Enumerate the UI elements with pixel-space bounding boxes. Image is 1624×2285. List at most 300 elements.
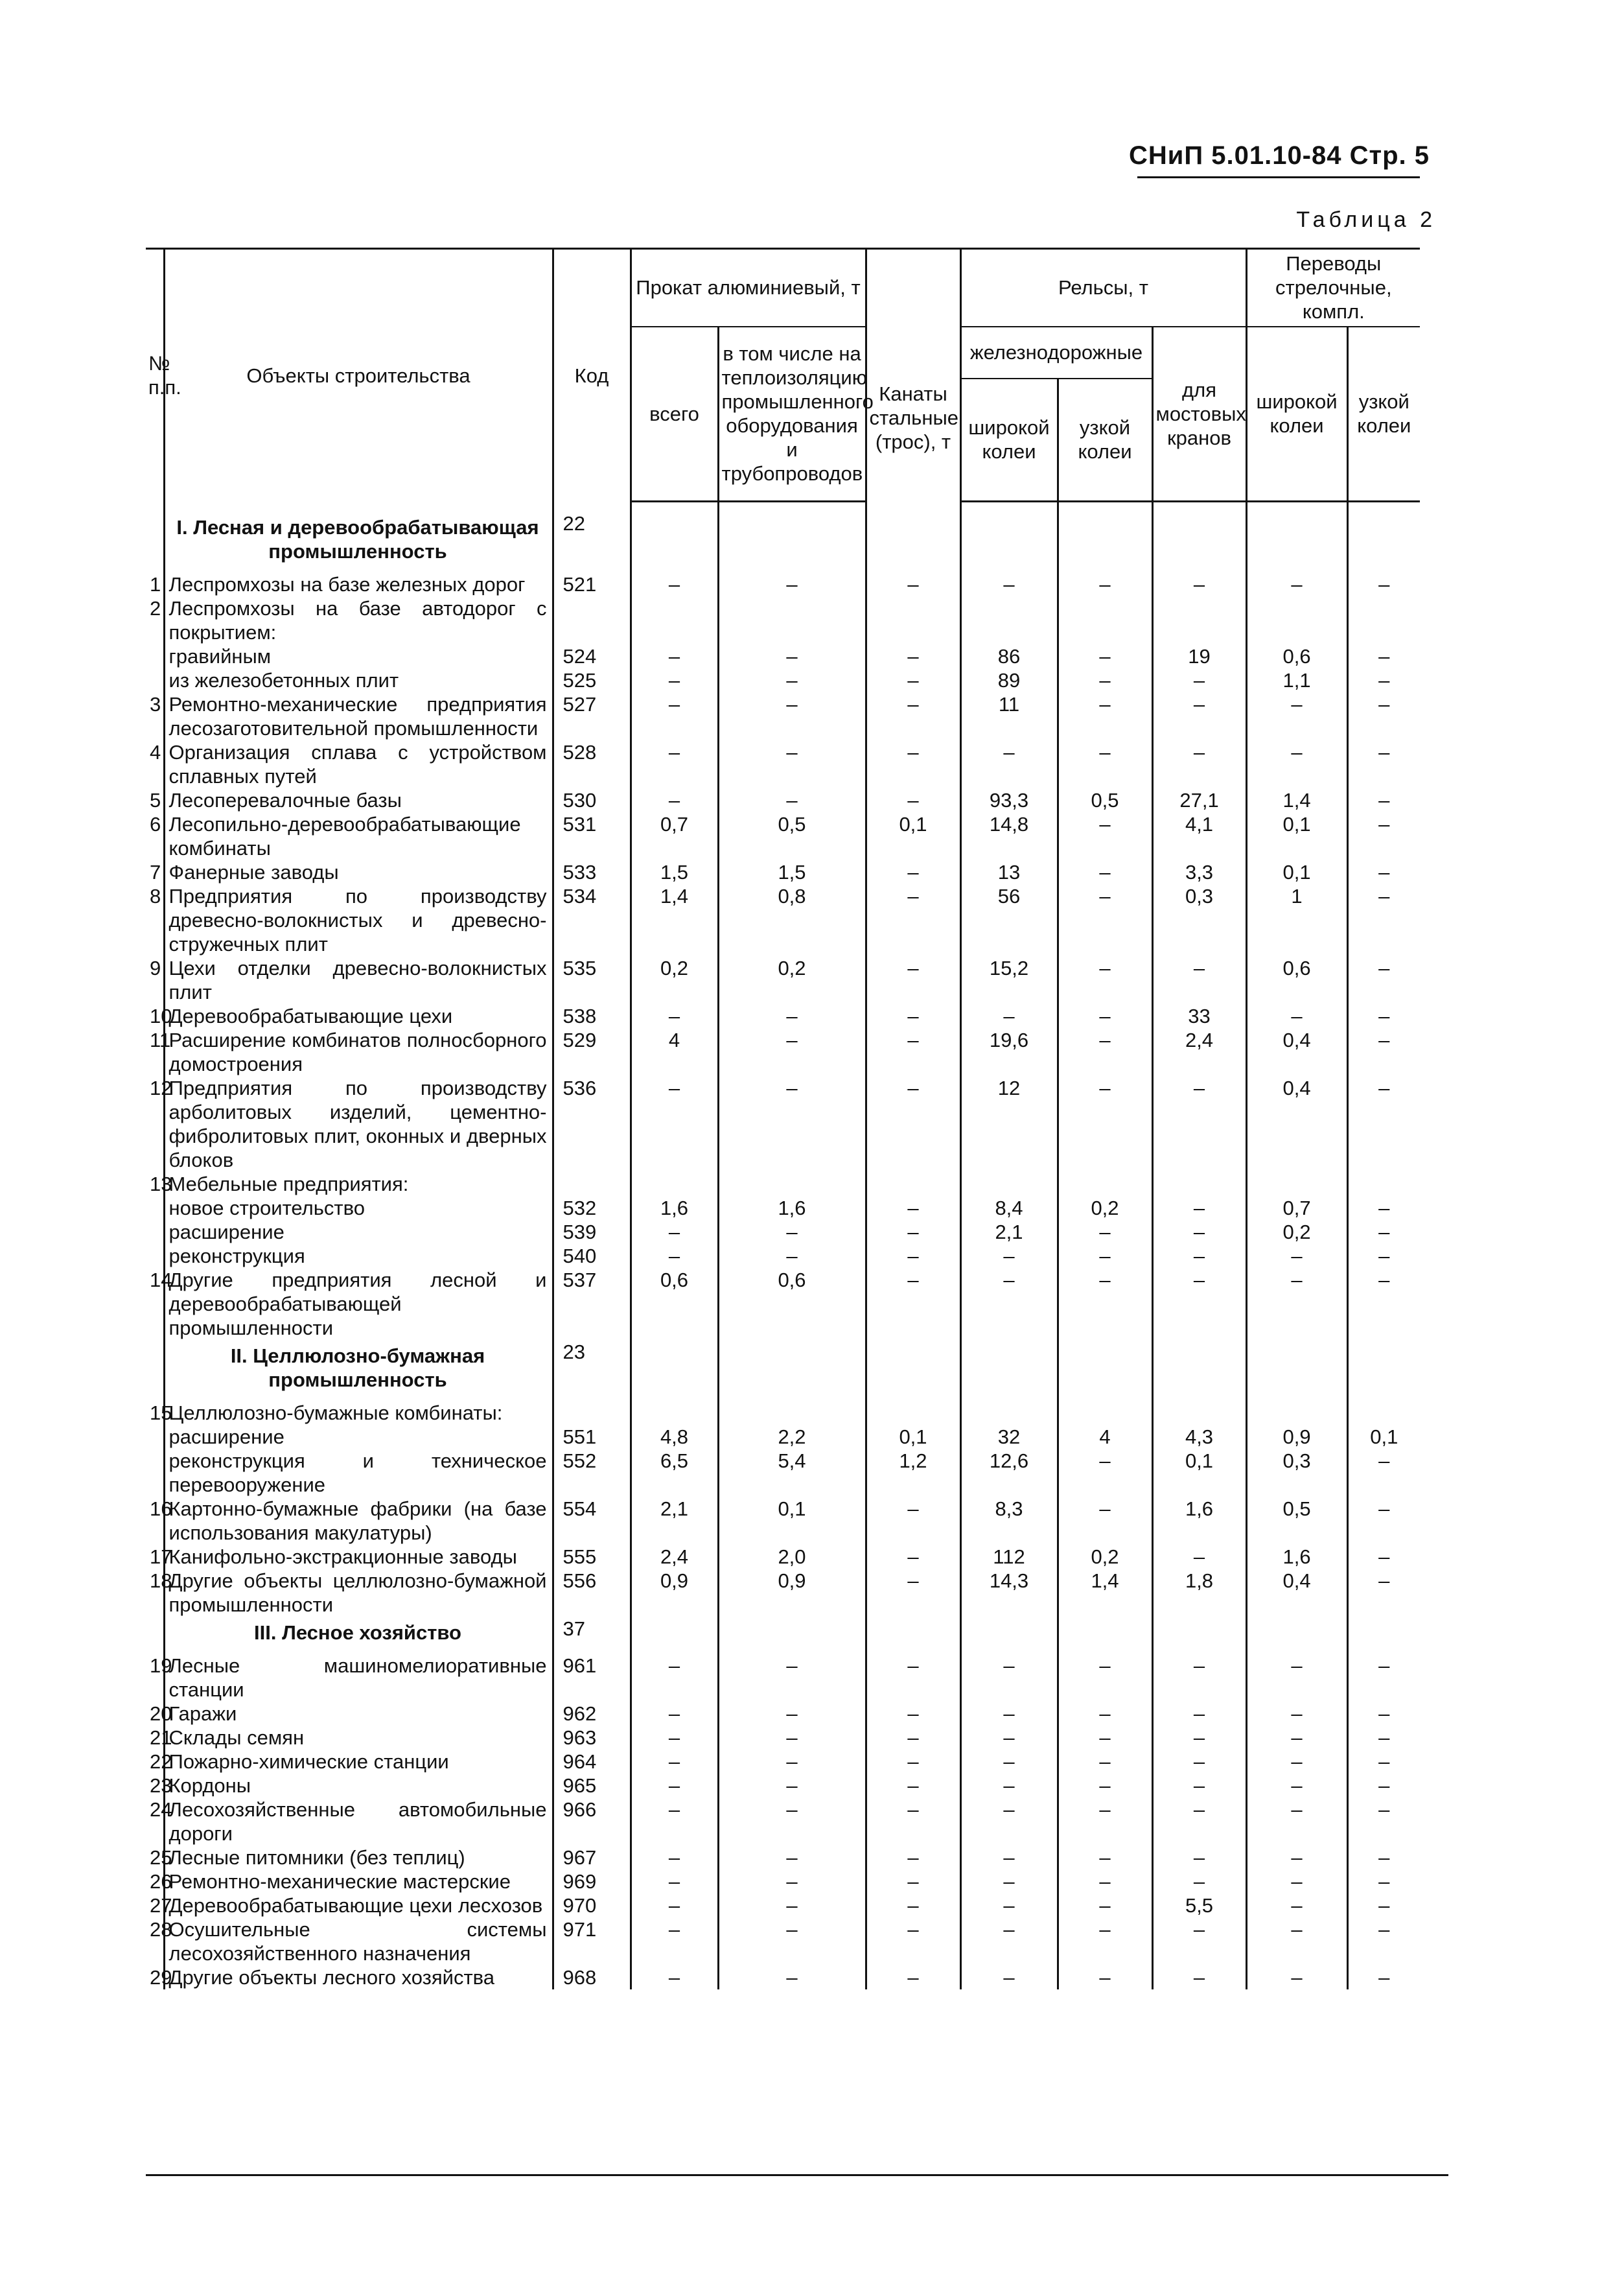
table-header bbox=[146, 249, 1420, 502]
code-cell: 524 bbox=[553, 644, 631, 668]
value-sw-wide: 0,4 bbox=[1246, 1076, 1347, 1172]
section-row bbox=[146, 1340, 1420, 1401]
value-cables: – bbox=[866, 668, 960, 692]
value-al-incl bbox=[718, 1401, 866, 1425]
col-object-header: Объекты строительства bbox=[164, 249, 553, 502]
value-rail-narrow: 0,5 bbox=[1058, 788, 1152, 812]
value-rail-narrow: 0,2 bbox=[1058, 1196, 1152, 1220]
value-rail-narrow: – bbox=[1058, 668, 1152, 692]
value-rail-wide: 12 bbox=[960, 1076, 1058, 1172]
table-row bbox=[146, 1702, 1420, 1726]
value-sw-narrow: – bbox=[1347, 1004, 1420, 1028]
value-al-total: – bbox=[631, 788, 718, 812]
value-al-incl: 0,9 bbox=[718, 1569, 866, 1617]
value-al-incl: 1,5 bbox=[718, 860, 866, 884]
value-cables: – bbox=[866, 956, 960, 1004]
value-rail-narrow: – bbox=[1058, 1869, 1152, 1893]
value-al-total: – bbox=[631, 644, 718, 668]
value-rail-wide: – bbox=[960, 1654, 1058, 1702]
value-crane bbox=[1152, 1340, 1246, 1401]
value-rail-wide: 8,4 bbox=[960, 1196, 1058, 1220]
value-rail-narrow: – bbox=[1058, 860, 1152, 884]
code-cell: 533 bbox=[553, 860, 631, 884]
object-name: Склады семян bbox=[164, 1726, 553, 1750]
value-cables bbox=[866, 1401, 960, 1425]
code-cell: 37 bbox=[553, 1617, 631, 1654]
value-sw-narrow: – bbox=[1347, 668, 1420, 692]
object-name: Другие предприятия лесной и деревообрабатывающей промышленности bbox=[164, 1268, 553, 1340]
value-rail-narrow: – bbox=[1058, 1917, 1152, 1965]
value-rail-wide: – bbox=[960, 1869, 1058, 1893]
value-crane bbox=[1152, 1172, 1246, 1196]
value-crane: – bbox=[1152, 1774, 1246, 1798]
value-al-incl: – bbox=[718, 1750, 866, 1774]
value-crane: 1,8 bbox=[1152, 1569, 1246, 1617]
table-row bbox=[146, 1268, 1420, 1340]
table-bottom-rule bbox=[146, 2174, 1448, 2176]
row-number: 18 bbox=[150, 1569, 172, 1592]
value-rail-wide bbox=[960, 1617, 1058, 1654]
value-al-total: – bbox=[631, 1917, 718, 1965]
value-rail-wide: 11 bbox=[960, 692, 1058, 740]
value-al-incl: – bbox=[718, 1220, 866, 1244]
code-cell bbox=[553, 1401, 631, 1425]
object-name: Кордоны bbox=[164, 1774, 553, 1798]
code-cell: 521 bbox=[553, 572, 631, 596]
value-rail-narrow: 1,4 bbox=[1058, 1569, 1152, 1617]
value-rail-narrow: – bbox=[1058, 1004, 1152, 1028]
value-sw-narrow bbox=[1347, 511, 1420, 572]
code-cell: 539 bbox=[553, 1220, 631, 1244]
value-cables: – bbox=[866, 692, 960, 740]
value-rail-wide: – bbox=[960, 1004, 1058, 1028]
value-rail-wide: – bbox=[960, 1917, 1058, 1965]
value-al-incl bbox=[718, 511, 866, 572]
value-crane: – bbox=[1152, 1798, 1246, 1846]
value-cables bbox=[866, 1340, 960, 1401]
table-row bbox=[146, 1028, 1420, 1076]
object-name: расширение bbox=[164, 1220, 553, 1244]
table-row bbox=[146, 1244, 1420, 1268]
value-crane bbox=[1152, 511, 1246, 572]
value-sw-narrow: – bbox=[1347, 1702, 1420, 1726]
object-name: расширение bbox=[164, 1425, 553, 1449]
value-rail-wide: – bbox=[960, 1750, 1058, 1774]
row-number: 9 bbox=[150, 957, 161, 979]
row-number: 16 bbox=[150, 1497, 172, 1520]
table-row bbox=[146, 1004, 1420, 1028]
row-number: 7 bbox=[150, 861, 161, 884]
value-sw-narrow: – bbox=[1347, 1917, 1420, 1965]
value-cables: – bbox=[866, 1869, 960, 1893]
value-sw-wide: – bbox=[1246, 1244, 1347, 1268]
table-row bbox=[146, 1449, 1420, 1497]
value-sw-wide: – bbox=[1246, 1702, 1347, 1726]
table-row bbox=[146, 1750, 1420, 1774]
section-row bbox=[146, 1617, 1420, 1654]
value-rail-wide: – bbox=[960, 1846, 1058, 1869]
value-sw-narrow: – bbox=[1347, 1497, 1420, 1545]
object-name: реконструкция и техническое перевооружение bbox=[164, 1449, 553, 1497]
value-crane: 4,1 bbox=[1152, 812, 1246, 860]
value-cables: – bbox=[866, 1497, 960, 1545]
value-sw-narrow: 0,1 bbox=[1347, 1425, 1420, 1449]
value-sw-wide: – bbox=[1246, 572, 1347, 596]
object-name: Цехи отделки древесно-волокнистых плит bbox=[164, 956, 553, 1004]
value-al-total: – bbox=[631, 1750, 718, 1774]
code-cell: 969 bbox=[553, 1869, 631, 1893]
value-rail-narrow: – bbox=[1058, 1654, 1152, 1702]
value-crane: 2,4 bbox=[1152, 1028, 1246, 1076]
code-cell: 554 bbox=[553, 1497, 631, 1545]
value-crane: – bbox=[1152, 1846, 1246, 1869]
value-al-incl: – bbox=[718, 1076, 866, 1172]
value-sw-wide: 0,5 bbox=[1246, 1497, 1347, 1545]
value-cables: – bbox=[866, 1569, 960, 1617]
value-rail-narrow: – bbox=[1058, 1702, 1152, 1726]
object-name: Лесопильно-деревообрабатывающие комбинаты bbox=[164, 812, 553, 860]
value-al-total bbox=[631, 511, 718, 572]
value-cables: – bbox=[866, 884, 960, 956]
row-number: 2 bbox=[150, 597, 161, 620]
value-al-incl: 5,4 bbox=[718, 1449, 866, 1497]
code-cell: 22 bbox=[553, 511, 631, 572]
code-cell: 971 bbox=[553, 1917, 631, 1965]
value-crane: – bbox=[1152, 1702, 1246, 1726]
object-name: реконструкция bbox=[164, 1244, 553, 1268]
value-sw-narrow bbox=[1347, 1401, 1420, 1425]
object-name: Другие объекты лесного хозяйства bbox=[164, 1965, 553, 1989]
code-cell: 551 bbox=[553, 1425, 631, 1449]
value-al-total: 0,9 bbox=[631, 1569, 718, 1617]
value-cables: – bbox=[866, 1798, 960, 1846]
value-al-total bbox=[631, 1172, 718, 1196]
value-crane: – bbox=[1152, 572, 1246, 596]
value-rail-wide: – bbox=[960, 740, 1058, 788]
table-row bbox=[146, 1545, 1420, 1569]
row-number bbox=[146, 1196, 164, 1220]
value-sw-wide: 0,7 bbox=[1246, 1196, 1347, 1220]
table-row bbox=[146, 1220, 1420, 1244]
value-cables: – bbox=[866, 1846, 960, 1869]
table-row bbox=[146, 1401, 1420, 1425]
value-crane: 27,1 bbox=[1152, 788, 1246, 812]
value-al-total: – bbox=[631, 1726, 718, 1750]
value-al-incl: – bbox=[718, 788, 866, 812]
value-sw-narrow: – bbox=[1347, 644, 1420, 668]
value-sw-wide: – bbox=[1246, 1965, 1347, 1989]
value-sw-wide: – bbox=[1246, 1869, 1347, 1893]
value-al-total: 4 bbox=[631, 1028, 718, 1076]
value-sw-narrow: – bbox=[1347, 1893, 1420, 1917]
value-sw-narrow: – bbox=[1347, 1798, 1420, 1846]
value-al-total: 1,5 bbox=[631, 860, 718, 884]
value-sw-wide: 0,6 bbox=[1246, 956, 1347, 1004]
value-sw-wide bbox=[1246, 1172, 1347, 1196]
value-cables: 1,2 bbox=[866, 1449, 960, 1497]
value-al-incl: – bbox=[718, 1702, 866, 1726]
table-row bbox=[146, 1917, 1420, 1965]
table-row bbox=[146, 1196, 1420, 1220]
table-row bbox=[146, 1726, 1420, 1750]
value-al-incl: 0,2 bbox=[718, 956, 866, 1004]
value-al-total: 0,2 bbox=[631, 956, 718, 1004]
value-sw-wide bbox=[1246, 511, 1347, 572]
value-sw-narrow: – bbox=[1347, 1774, 1420, 1798]
value-cables: – bbox=[866, 644, 960, 668]
row-number: 1 bbox=[150, 573, 161, 596]
value-al-total: – bbox=[631, 1702, 718, 1726]
table-row bbox=[146, 644, 1420, 668]
code-cell: 966 bbox=[553, 1798, 631, 1846]
row-number: 3 bbox=[150, 693, 161, 716]
value-al-incl: – bbox=[718, 1028, 866, 1076]
value-crane: 4,3 bbox=[1152, 1425, 1246, 1449]
col-sw-wide-header: широкой колеи bbox=[1246, 327, 1347, 502]
value-sw-wide: – bbox=[1246, 1917, 1347, 1965]
object-name: Целлюлозно-бумажные комбинаты: bbox=[164, 1401, 553, 1425]
value-crane: – bbox=[1152, 668, 1246, 692]
value-al-incl bbox=[718, 1617, 866, 1654]
table-row bbox=[146, 1798, 1420, 1846]
row-number: 12 bbox=[150, 1077, 172, 1099]
value-al-total bbox=[631, 1340, 718, 1401]
object-name: Гаражи bbox=[164, 1702, 553, 1726]
table-row bbox=[146, 1965, 1420, 1989]
value-al-incl: – bbox=[718, 572, 866, 596]
col-rails-header: Рельсы, т bbox=[960, 249, 1246, 327]
value-crane: 5,5 bbox=[1152, 1893, 1246, 1917]
code-cell: 968 bbox=[553, 1965, 631, 1989]
table-row bbox=[146, 1774, 1420, 1798]
value-rail-wide: 56 bbox=[960, 884, 1058, 956]
code-cell: 529 bbox=[553, 1028, 631, 1076]
value-cables: – bbox=[866, 1726, 960, 1750]
value-al-total: – bbox=[631, 740, 718, 788]
value-sw-narrow: – bbox=[1347, 884, 1420, 956]
value-rail-narrow: – bbox=[1058, 956, 1152, 1004]
object-name: гравийным bbox=[164, 644, 553, 668]
row-number: 17 bbox=[150, 1545, 172, 1568]
value-rail-wide bbox=[960, 511, 1058, 572]
value-rail-wide bbox=[960, 1340, 1058, 1401]
object-name: Расширение комбинатов полносборного домостроения bbox=[164, 1028, 553, 1076]
value-sw-wide: – bbox=[1246, 1654, 1347, 1702]
row-number: 5 bbox=[150, 789, 161, 812]
code-cell: 537 bbox=[553, 1268, 631, 1340]
row-number: 15 bbox=[150, 1401, 172, 1424]
value-al-incl: – bbox=[718, 1244, 866, 1268]
value-sw-narrow: – bbox=[1347, 1196, 1420, 1220]
value-sw-narrow bbox=[1347, 1340, 1420, 1401]
object-name: Лесоперевалочные базы bbox=[164, 788, 553, 812]
value-rail-narrow: 0,2 bbox=[1058, 1545, 1152, 1569]
value-al-incl: 0,6 bbox=[718, 1268, 866, 1340]
row-number bbox=[146, 511, 164, 572]
col-rail-narrow-header: узкой колеи bbox=[1058, 379, 1152, 502]
value-rail-wide: – bbox=[960, 1965, 1058, 1989]
table-row bbox=[146, 572, 1420, 596]
value-sw-wide: 1,4 bbox=[1246, 788, 1347, 812]
value-sw-narrow: – bbox=[1347, 1569, 1420, 1617]
object-name: Осушительные системы лесохозяйственного назначения bbox=[164, 1917, 553, 1965]
col-crane-header: для мостовых кранов bbox=[1152, 327, 1246, 502]
value-rail-wide: 93,3 bbox=[960, 788, 1058, 812]
object-name: Другие объекты целлюлозно-бумажной промышленности bbox=[164, 1569, 553, 1617]
row-number bbox=[146, 1617, 164, 1654]
row-number bbox=[146, 1244, 164, 1268]
value-sw-narrow: – bbox=[1347, 1244, 1420, 1268]
value-rail-narrow: – bbox=[1058, 1449, 1152, 1497]
code-cell bbox=[553, 1172, 631, 1196]
value-cables: – bbox=[866, 788, 960, 812]
value-cables bbox=[866, 1172, 960, 1196]
value-cables: – bbox=[866, 1196, 960, 1220]
value-rail-wide: 14,3 bbox=[960, 1569, 1058, 1617]
value-al-total: – bbox=[631, 572, 718, 596]
value-crane: – bbox=[1152, 1244, 1246, 1268]
row-number: 14 bbox=[150, 1269, 172, 1291]
value-rail-narrow: – bbox=[1058, 1774, 1152, 1798]
value-al-incl bbox=[718, 1340, 866, 1401]
row-number: 25 bbox=[150, 1846, 172, 1869]
object-name: Ремонтно-механические предприятия лесозаготовительной промышленности bbox=[164, 692, 553, 740]
value-al-total bbox=[631, 1401, 718, 1425]
col-switches-header: Переводы стрелочные, компл. bbox=[1246, 249, 1420, 327]
value-al-total bbox=[631, 1617, 718, 1654]
row-number: 26 bbox=[150, 1870, 172, 1893]
value-rail-wide bbox=[960, 1172, 1058, 1196]
value-crane: 33 bbox=[1152, 1004, 1246, 1028]
row-number: 28 bbox=[150, 1918, 172, 1941]
value-rail-narrow: – bbox=[1058, 1846, 1152, 1869]
code-cell: 970 bbox=[553, 1893, 631, 1917]
value-rail-wide: 112 bbox=[960, 1545, 1058, 1569]
value-cables: – bbox=[866, 1702, 960, 1726]
value-sw-wide: – bbox=[1246, 1268, 1347, 1340]
value-sw-wide: 1,6 bbox=[1246, 1545, 1347, 1569]
value-crane: 0,3 bbox=[1152, 884, 1246, 956]
code-cell: 534 bbox=[553, 884, 631, 956]
value-rail-wide bbox=[960, 596, 1058, 644]
value-rail-wide: – bbox=[960, 572, 1058, 596]
col-al-total-header: всего bbox=[631, 327, 718, 502]
value-sw-wide: 0,9 bbox=[1246, 1425, 1347, 1449]
value-sw-wide: – bbox=[1246, 1846, 1347, 1869]
value-rail-wide: 32 bbox=[960, 1425, 1058, 1449]
value-rail-wide: – bbox=[960, 1774, 1058, 1798]
value-crane: – bbox=[1152, 1750, 1246, 1774]
value-sw-narrow: – bbox=[1347, 1220, 1420, 1244]
value-rail-narrow: – bbox=[1058, 1497, 1152, 1545]
code-cell: 965 bbox=[553, 1774, 631, 1798]
value-sw-narrow: – bbox=[1347, 1726, 1420, 1750]
value-crane: – bbox=[1152, 1869, 1246, 1893]
value-rail-narrow: – bbox=[1058, 1965, 1152, 1989]
value-sw-wide: – bbox=[1246, 1726, 1347, 1750]
object-name: Лесные питомники (без теплиц) bbox=[164, 1846, 553, 1869]
table-row bbox=[146, 668, 1420, 692]
object-name: Пожарно-химические станции bbox=[164, 1750, 553, 1774]
value-al-incl: – bbox=[718, 1869, 866, 1893]
value-al-incl: – bbox=[718, 1917, 866, 1965]
code-cell: 528 bbox=[553, 740, 631, 788]
value-cables: – bbox=[866, 1774, 960, 1798]
value-sw-wide bbox=[1246, 596, 1347, 644]
table-row bbox=[146, 1076, 1420, 1172]
value-rail-narrow bbox=[1058, 511, 1152, 572]
value-cables bbox=[866, 1617, 960, 1654]
value-rail-wide: 19,6 bbox=[960, 1028, 1058, 1076]
row-number bbox=[146, 668, 164, 692]
object-name: Лесные машиномелиоративные станции bbox=[164, 1654, 553, 1702]
value-crane: – bbox=[1152, 956, 1246, 1004]
value-rail-narrow: – bbox=[1058, 1076, 1152, 1172]
col-rail-wide-header: широкой колеи bbox=[960, 379, 1058, 502]
object-name: Картонно-бумажные фабрики (на базе использования макулатуры) bbox=[164, 1497, 553, 1545]
table-row bbox=[146, 1172, 1420, 1196]
value-rail-wide: 13 bbox=[960, 860, 1058, 884]
value-rail-wide: – bbox=[960, 1702, 1058, 1726]
code-cell: 535 bbox=[553, 956, 631, 1004]
row-number bbox=[146, 1425, 164, 1449]
row-number bbox=[146, 1340, 164, 1401]
value-sw-wide bbox=[1246, 1340, 1347, 1401]
value-sw-wide: 0,1 bbox=[1246, 812, 1347, 860]
value-al-incl: – bbox=[718, 1893, 866, 1917]
value-sw-narrow: – bbox=[1347, 1545, 1420, 1569]
value-sw-wide: 0,3 bbox=[1246, 1449, 1347, 1497]
col-aluminum-header: Прокат алюминиевый, т bbox=[631, 249, 866, 327]
value-cables: – bbox=[866, 1220, 960, 1244]
value-rail-narrow bbox=[1058, 1617, 1152, 1654]
code-cell: 963 bbox=[553, 1726, 631, 1750]
value-crane: – bbox=[1152, 1917, 1246, 1965]
value-sw-narrow: – bbox=[1347, 812, 1420, 860]
value-al-total bbox=[631, 596, 718, 644]
value-rail-narrow: – bbox=[1058, 740, 1152, 788]
value-crane: – bbox=[1152, 740, 1246, 788]
value-al-total: – bbox=[631, 1965, 718, 1989]
col-cables-header: Канаты стальные (трос), т bbox=[866, 249, 960, 502]
object-name: Деревообрабатывающие цехи лесхозов bbox=[164, 1893, 553, 1917]
object-name: Деревообрабатывающие цехи bbox=[164, 1004, 553, 1028]
value-rail-narrow: – bbox=[1058, 812, 1152, 860]
section-row bbox=[146, 511, 1420, 572]
table-row bbox=[146, 812, 1420, 860]
value-al-incl: – bbox=[718, 668, 866, 692]
value-rail-narrow: – bbox=[1058, 1028, 1152, 1076]
value-crane: 19 bbox=[1152, 644, 1246, 668]
value-cables: – bbox=[866, 740, 960, 788]
value-rail-narrow: – bbox=[1058, 692, 1152, 740]
value-rail-wide: 15,2 bbox=[960, 956, 1058, 1004]
value-crane bbox=[1152, 1617, 1246, 1654]
value-crane: – bbox=[1152, 1654, 1246, 1702]
value-rail-narrow: – bbox=[1058, 1726, 1152, 1750]
value-al-total: 1,4 bbox=[631, 884, 718, 956]
value-crane: 3,3 bbox=[1152, 860, 1246, 884]
value-rail-wide: – bbox=[960, 1893, 1058, 1917]
row-number: 22 bbox=[150, 1750, 172, 1773]
value-rail-narrow bbox=[1058, 596, 1152, 644]
row-number: 20 bbox=[150, 1702, 172, 1725]
code-cell: 552 bbox=[553, 1449, 631, 1497]
object-name: Фанерные заводы bbox=[164, 860, 553, 884]
value-al-total: 0,7 bbox=[631, 812, 718, 860]
value-sw-wide bbox=[1246, 1617, 1347, 1654]
value-al-total: 2,1 bbox=[631, 1497, 718, 1545]
